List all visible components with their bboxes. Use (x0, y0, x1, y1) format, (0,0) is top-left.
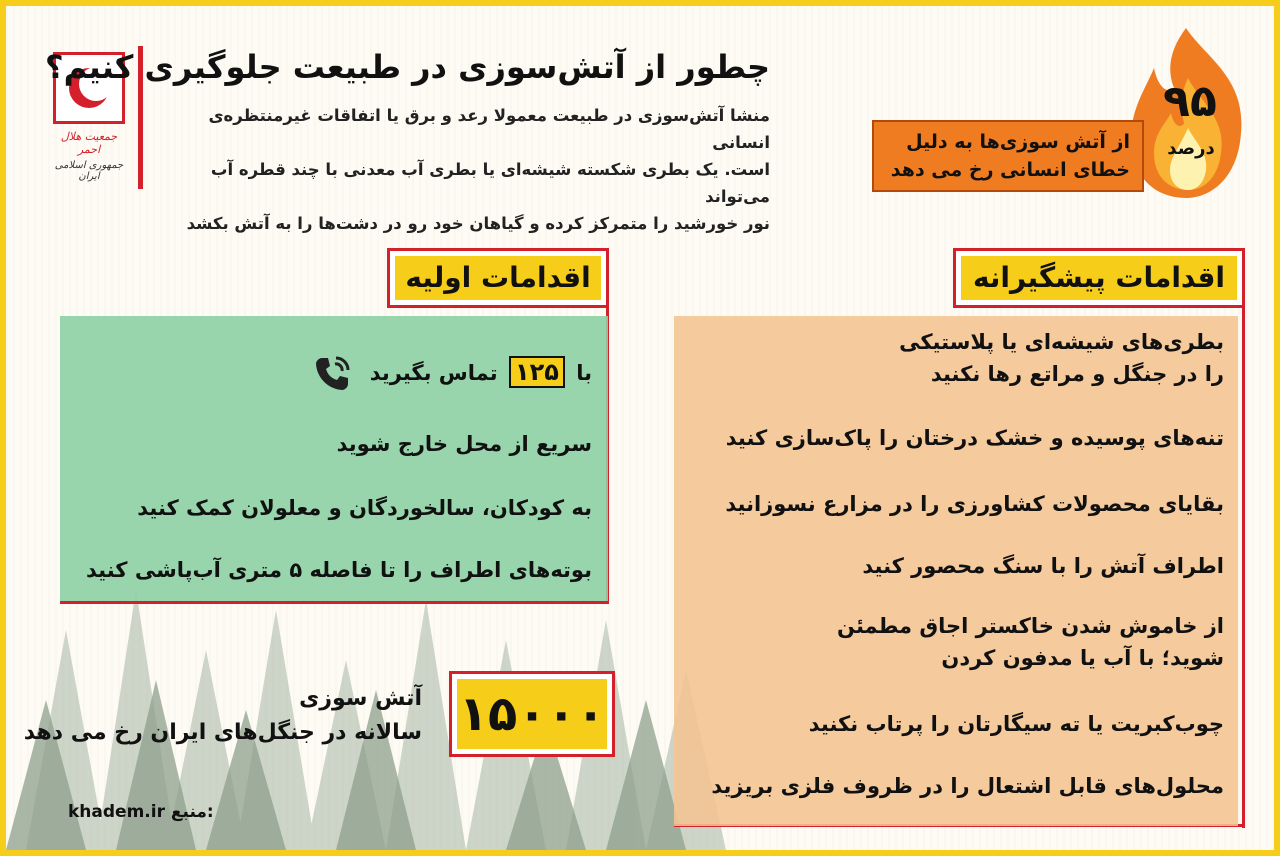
first-aid-frame-bottom (60, 601, 609, 604)
prevention-item: بقایای محصولات کشاورزی را در مزارع نسوزانید (725, 492, 1224, 516)
call-prefix: با (576, 361, 592, 385)
prevention-item: اطراف آتش را با سنگ محصور کنید (862, 554, 1224, 578)
prevention-line: را در جنگل و مراتع رها نکنید (930, 362, 1224, 386)
phone-icon (312, 354, 352, 394)
first-aid-item: بوته‌های اطراف را تا فاصله ۵ متری آب‌پاشی کنید (86, 558, 592, 582)
yearly-line: آتش سوزی (299, 686, 422, 711)
source-value: khadem.ir (68, 802, 165, 822)
prevention-item (837, 610, 1224, 674)
intro-line: منشا آتش‌سوزی در طبیعت معمولا رعد و برق یا اتفاقات غیرمنتظره‌ی انسانی (208, 106, 770, 152)
first-aid-heading: اقدامات اولیه (390, 251, 606, 305)
page-title: چطور از آتش‌سوزی در طبیعت جلوگیری کنیم؟ (45, 48, 770, 86)
stat-line: از آتش سوزی‌ها به دلیل (906, 131, 1130, 153)
prevention-line: بطری‌های شیشه‌ای یا پلاستیکی (899, 330, 1224, 354)
first-aid-item: سریع از محل خارج شوید (336, 432, 592, 456)
org-country: جمهوری اسلامی ایران (54, 160, 124, 182)
org-name: جمعیت هلال احمر (60, 130, 118, 156)
call-suffix: تماس بگیرید (369, 361, 498, 385)
intro-text (150, 102, 770, 237)
prevention-item: تنه‌های پوسیده و خشک درختان را پاک‌سازی کنید (725, 426, 1224, 450)
stat-unit: درصد (1167, 138, 1215, 159)
source-credit (68, 802, 214, 822)
call-item (312, 354, 592, 394)
prevention-panel (674, 316, 1238, 826)
prevention-frame-right (1242, 268, 1245, 828)
first-aid-panel (60, 316, 608, 601)
prevention-line: شوید؛ با آب یا مدفون کردن (941, 646, 1224, 670)
prevention-item: محلول‌های قابل اشتعال را در ظروف فلزی بریزید (711, 774, 1224, 798)
stat-line: خطای انسانی رخ می دهد (890, 159, 1130, 181)
prevention-heading: اقدامات پیشگیرانه (956, 251, 1242, 305)
yearly-line: سالانه در جنگل‌های ایران رخ می دهد (23, 720, 422, 745)
intro-line: است. یک بطری شکسته شیشه‌ای یا بطری آب معدنی با چند قطره آب می‌تواند (210, 160, 770, 206)
prevention-item: چوب‌کبریت یا ته سیگارتان را پرتاب نکنید (808, 712, 1224, 736)
prevention-item (899, 326, 1224, 390)
stat-number: ۹۵ (1163, 76, 1217, 127)
prevention-line: از خاموش شدن خاکستر اجاق مطمئن (837, 614, 1224, 638)
first-aid-item: به کودکان، سالخوردگان و معلولان کمک کنید (137, 496, 592, 520)
intro-line: نور خورشید را متمرکز کرده و گیاهان خود رو در دشت‌ها را به آتش بکشد (186, 214, 770, 233)
yearly-fires-label (24, 682, 422, 750)
yearly-fires-number: ۱۵۰۰۰ (452, 674, 612, 754)
emergency-number: ۱۲۵ (509, 356, 565, 388)
stat-description (872, 120, 1144, 192)
source-label: منبع: (170, 802, 214, 822)
